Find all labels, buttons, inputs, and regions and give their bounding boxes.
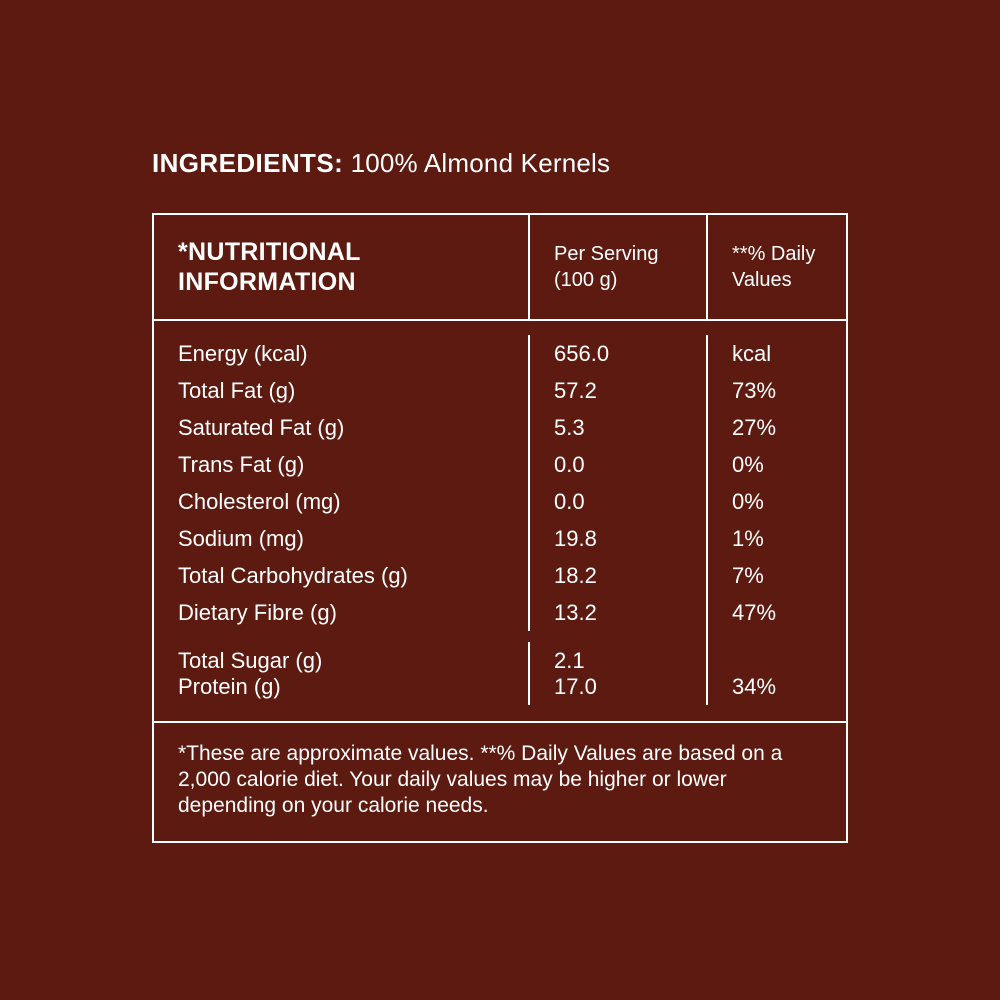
- cell-daily-value: 47%: [706, 594, 846, 631]
- cell-per-serving: 19.8: [528, 520, 706, 557]
- cell-daily-value: 73%: [706, 372, 846, 409]
- cell-per-serving: 656.0: [528, 335, 706, 372]
- cell-daily-value: 1%: [706, 520, 846, 557]
- table-row: [154, 483, 846, 520]
- table-row: [154, 409, 846, 446]
- cell-daily-value: 34%: [706, 668, 846, 705]
- cell-per-serving: 0.0: [528, 483, 706, 520]
- table-row: [154, 335, 846, 372]
- header-per-serving-cell: [528, 215, 706, 319]
- cell-per-serving: 13.2: [528, 594, 706, 631]
- cell-daily-value: 0%: [706, 483, 846, 520]
- cell-per-serving: 2.1: [528, 642, 706, 679]
- ingredients-line: [152, 146, 610, 180]
- cell-per-serving: 18.2: [528, 557, 706, 594]
- nutrition-table: [152, 213, 848, 843]
- table-row: [154, 557, 846, 594]
- header-per-serving-line1: Per Serving: [554, 243, 659, 265]
- header-per-serving-line2: (100 g): [554, 269, 618, 291]
- cell-nutrient: Cholesterol (mg): [178, 489, 341, 514]
- table-row: [154, 668, 846, 705]
- header-daily-values-cell: [706, 215, 846, 319]
- table-row: [154, 372, 846, 409]
- table-body: [154, 321, 846, 721]
- cell-nutrient: Total Sugar (g): [178, 648, 323, 673]
- header-title-line2: INFORMATION: [178, 268, 356, 296]
- cell-daily-value: [706, 631, 846, 668]
- table-row: [154, 520, 846, 557]
- cell-nutrient: Total Fat (g): [178, 378, 296, 403]
- cell-per-serving: 5.3: [528, 409, 706, 446]
- cell-nutrient: Trans Fat (g): [178, 452, 305, 477]
- table-footnote: *These are approximate values. **% Daily Values are based on a 2,000 calorie diet. Your daily values may be higher or lower depending on your calorie needs.: [154, 721, 846, 841]
- table-row: [154, 631, 846, 673]
- cell-nutrient: Energy (kcal): [178, 341, 308, 366]
- cell-daily-value: 27%: [706, 409, 846, 446]
- table-row: [154, 594, 846, 631]
- cell-nutrient: Total Carbohydrates (g): [178, 563, 408, 588]
- cell-per-serving: 57.2: [528, 372, 706, 409]
- cell-nutrient: Sodium (mg): [178, 526, 304, 551]
- ingredients-value: 100% Almond Kernels: [343, 148, 611, 178]
- header-daily-values-line2: Values: [732, 269, 792, 291]
- cell-nutrient: Protein (g): [178, 674, 281, 699]
- table-header-row: [154, 215, 846, 321]
- header-daily-values-line1: **% Daily: [732, 243, 816, 265]
- cell-nutrient: Dietary Fibre (g): [178, 600, 337, 625]
- cell-per-serving: 0.0: [528, 446, 706, 483]
- cell-daily-value: 7%: [706, 557, 846, 594]
- cell-daily-value: 0%: [706, 446, 846, 483]
- cell-nutrient: Saturated Fat (g): [178, 415, 345, 440]
- cell-per-serving: 17.0: [528, 668, 706, 705]
- ingredients-label: INGREDIENTS:: [152, 148, 344, 178]
- header-title-line1: *NUTRITIONAL: [178, 238, 361, 266]
- cell-daily-value: kcal: [706, 335, 846, 372]
- header-nutrient-cell: [154, 215, 528, 319]
- table-row: [154, 446, 846, 483]
